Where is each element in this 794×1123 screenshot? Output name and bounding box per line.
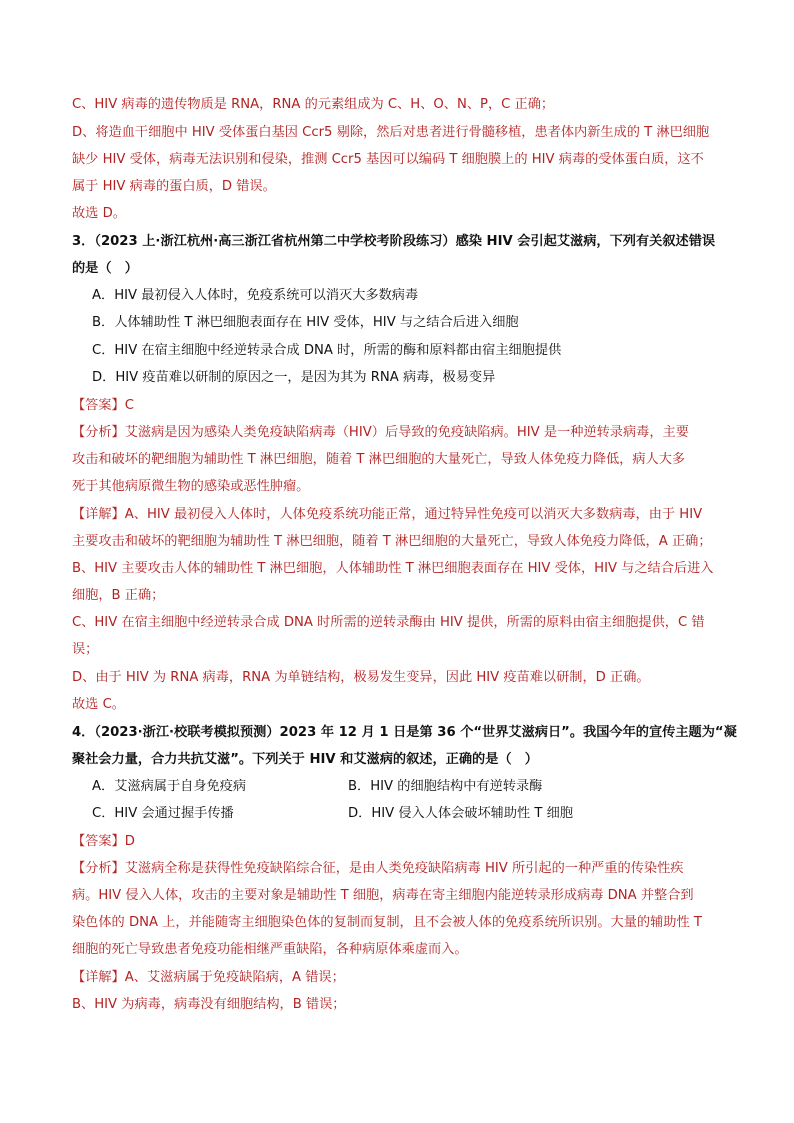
q4-analysis-line1: 【分析】艾滋病全称是获得性免疫缺陷综合征，是由人类免疫缺陷病毒 HIV 所引起的一种严重的传染性疾 [72, 861, 684, 876]
q4-stem-line2: 聚社会力量，合力共抗艾滋”。下列关于 HIV 和艾滋病的叙述，正确的是（ ） [72, 752, 538, 767]
q3-stem-line2: 的是（ ） [72, 261, 138, 276]
q3-answer: 【答案】C [72, 398, 134, 413]
q3-detail-line2: 主要攻击和破坏的靶细胞为辅助性 T 淋巴细胞，随着 T 淋巴细胞的大量死亡，导致人体免疫力降低，A 正确； [72, 534, 712, 549]
q4-analysis-line2: 病。HIV 侵入人体，攻击的主要对象是辅助性 T 细胞，病毒在寄主细胞内能逆转录形成病毒 DNA 并整合到 [72, 888, 694, 903]
q4-analysis-line4: 细胞的死亡导致患者免疫功能相继严重缺陷，各种病原体乘虚而入。 [72, 942, 468, 957]
q4-option-d: D．HIV 侵入人体会破坏辅助性 T 细胞 [348, 806, 574, 821]
q4-stem-line1: 4．（2023·浙江·校联考模拟预测）2023 年 12 月 1 日是第 36 个“世界艾滋病日”。我国今年的宣传主题为“凝 [72, 725, 737, 740]
q3-option-b: B．人体辅助性 T 淋巴细胞表面存在 HIV 受体，HIV 与之结合后进入细胞 [92, 315, 519, 330]
q3-analysis-line1: 【分析】艾滋病是因为感染人类免疫缺陷病毒（HIV）后导致的免疫缺陷病。HIV 是一种逆转录病毒，主要 [72, 425, 689, 440]
q4-option-b: B．HIV 的细胞结构中有逆转录酶 [348, 779, 543, 794]
q3-detail-line3: B、HIV 主要攻击人体的辅助性 T 淋巴细胞，人体辅助性 T 淋巴细胞表面存在 HIV 受体，HIV 与之结合后进入 [72, 561, 714, 576]
q3-detail-line6: 误； [72, 642, 99, 657]
q2-explanation-d-line1: D、将造血干细胞中 HIV 受体蛋白基因 Ccr5 剔除，然后对患者进行骨髓移植，患者体内新生成的 T 淋巴细胞 [72, 125, 710, 140]
q4-detail-line2: B、HIV 为病毒，病毒没有细胞结构，B 错误； [72, 997, 346, 1012]
q4-detail-line1: 【详解】A、艾滋病属于免疫缺陷病，A 错误； [72, 970, 345, 985]
q3-option-a: A．HIV 最初侵入人体时，免疫系统可以消灭大多数病毒 [92, 288, 419, 303]
q3-option-c: C．HIV 在宿主细胞中经逆转录合成 DNA 时，所需的酶和原料都由宿主细胞提供 [92, 343, 562, 358]
q2-choose: 故选 D。 [72, 206, 126, 221]
q3-detail-line5: C、HIV 在宿主细胞中经逆转录合成 DNA 时所需的逆转录酶由 HIV 提供，所需的原料由宿主细胞提供，C 错 [72, 615, 705, 630]
q4-option-a: A．艾滋病属于自身免疫病 [92, 779, 247, 794]
q3-detail-line7: D、由于 HIV 为 RNA 病毒，RNA 为单链结构，极易发生变异，因此 HIV 疫苗难以研制，D 正确。 [72, 670, 650, 685]
q4-analysis-line3: 染色体的 DNA 上，并能随寄主细胞染色体的复制而复制，且不会被人体的免疫系统所识别。大量的辅助性 T [72, 915, 702, 930]
q3-choose: 故选 C。 [72, 697, 125, 712]
q2-explanation-d-line3: 属于 HIV 病毒的蛋白质，D 错误。 [72, 179, 276, 194]
q3-option-d: D．HIV 疫苗难以研制的原因之一，是因为其为 RNA 病毒，极易变异 [92, 370, 496, 385]
q2-explanation-c: C、HIV 病毒的遗传物质是 RNA，RNA 的元素组成为 C、H、O、N、P，C 正确； [72, 97, 555, 112]
q3-detail-line4: 细胞，B 正确； [72, 588, 165, 603]
q3-stem-line1: 3．（2023 上·浙江杭州·高三浙江省杭州第二中学校考阶段练习）感染 HIV 会引起艾滋病，下列有关叙述错误 [72, 234, 716, 249]
q4-answer: 【答案】D [72, 834, 135, 849]
q2-explanation-d-line2: 缺少 HIV 受体，病毒无法识别和侵染，推测 Ccr5 基因可以编码 T 细胞膜上的 HIV 病毒的受体蛋白质，这不 [72, 152, 704, 167]
q3-analysis-line3: 死于其他病原微生物的感染或恶性肿瘤。 [72, 479, 310, 494]
q4-option-c: C．HIV 会通过握手传播 [92, 806, 234, 821]
q3-detail-line1: 【详解】A、HIV 最初侵入人体时，人体免疫系统功能正常，通过特异性免疫可以消灭大多数病毒，由于 HIV [72, 507, 703, 522]
q3-analysis-line2: 攻击和破坏的靶细胞为辅助性 T 淋巴细胞，随着 T 淋巴细胞的大量死亡，导致人体免疫力降低，病人大多 [72, 452, 686, 467]
